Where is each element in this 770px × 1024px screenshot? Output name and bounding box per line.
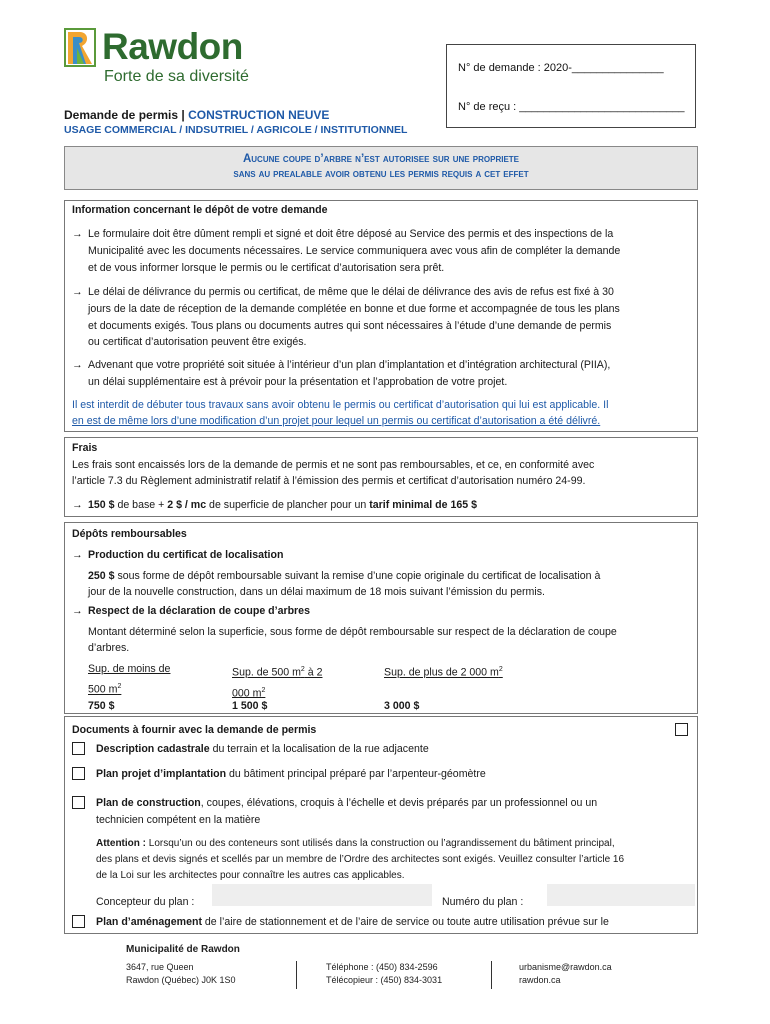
implantation-plan-checkbox[interactable] <box>72 767 85 780</box>
banner-line-1: Aucune coupe d’arbre n’est autorisee sur une propriete <box>242 153 520 165</box>
logo-wordmark: Rawdon <box>102 26 243 67</box>
info-bullet-1: → Le formulaire doit être dûment rempli et signé et doit être déposé au Service des permis et des inspections de la <box>72 228 614 240</box>
doc-item-construction: Plan de construction, coupes, élévations, croquis à l’échelle et devis préparés par un professionnel ou un <box>96 797 598 809</box>
designer-input[interactable] <box>212 884 432 906</box>
footer-divider-2 <box>491 961 492 989</box>
form-title <box>64 108 329 122</box>
work-prohibition-warning-line-2: en est de même lors d’une modification d’un projet pour lequel un permis ou certificat d’autorisation a été délivré. <box>72 415 601 427</box>
footer-website-link[interactable]: rawdon.ca <box>519 975 561 985</box>
plan-number-label: Numéro du plan : <box>442 896 524 908</box>
fees-heading: Frais <box>72 442 98 454</box>
attention-note-line-2: des plans et devis signés et scellés par un membre de l’Ordre des architectes sont exigés. Veuillez consulter l’article 16 <box>96 854 625 865</box>
usage-subtitle: USAGE COMMERCIAL / INDSUTRIEL / AGRICOLE / INSTITUTIONNEL <box>64 124 408 136</box>
documents-all-checkbox[interactable] <box>675 723 688 736</box>
info-bullet-3: → Advenant que votre propriété soit située à l’intérieur d’un plan d’implantation et d’intégration architectural (PIIA), <box>72 359 611 371</box>
rawdon-logo-icon <box>64 28 98 68</box>
deposit-item-2-text-2: d’arbres. <box>88 642 130 654</box>
plan-number-input[interactable] <box>547 884 695 906</box>
doc-item-cadastral: Description cadastrale du terrain et la localisation de la rue adjacente <box>96 743 429 755</box>
banner-line-2: sans au prealable avoir obtenu les permis requis a cet effet <box>233 168 529 180</box>
footer-email-link[interactable]: urbanisme@rawdon.ca <box>519 962 612 972</box>
doc-item-construction-line-2: technicien compétent en la matière <box>96 814 261 826</box>
title-prefix: Demande de permis | <box>64 108 189 122</box>
deposit-tier-3-label: Sup. de plus de 2 000 $m^2$ <box>384 666 503 679</box>
logo-tagline: Forte de sa diversité <box>104 68 249 85</box>
deposit-item-2-text: Montant déterminé selon la superficie, sous forme de dépôt remboursable sur respect de la déclaration de coupe <box>88 626 617 638</box>
footer-address-line-1: 3647, rue Queen <box>126 962 194 972</box>
fees-rate: → 150 $ de base + 2 $ / mc de superficie de plancher pour un tarif minimal de 165 $ <box>72 499 477 511</box>
deposit-item-2-title: → Respect de la déclaration de coupe d’arbres <box>72 605 310 617</box>
deposit-tier-1-label: Sup. de moins de 500 $m^2$ <box>88 663 171 696</box>
info-heading: Information concernant le dépôt de votre demande <box>72 204 328 216</box>
deposit-tier-1-amount: 750 $ <box>88 700 115 712</box>
work-prohibition-warning: Il est interdit de débuter tous travaux sans avoir obtenu le permis ou certificat d’autorisation qui lui est applicable. Il <box>72 399 609 411</box>
attention-note-line-3: de la Loi sur les architectes pour connaître les autres cas applicables. <box>96 870 405 881</box>
deposit-tier-3-amount: 3 000 $ <box>384 700 420 712</box>
tree-cutting-warning-banner <box>64 146 698 190</box>
deposit-tier-2-label: Sup. de 500 $m^2$ à 2 000 $m^2$ <box>232 666 323 700</box>
doc-item-implantation: Plan projet d’implantation du bâtiment principal préparé par l’arpenteur-géomètre <box>96 768 486 780</box>
footer-org-name: Municipalité de Rawdon <box>126 944 240 955</box>
designer-label: Concepteur du plan : <box>96 896 195 908</box>
doc-item-landscaping: Plan d’aménagement de l’aire de stationnement et de l’aire de service ou toute autre utilisation prévue sur le <box>96 916 609 928</box>
info-bullet-3-line-2: un délai supplémentaire est à prévoir pour la présentation et l’approbation de votre projet. <box>88 376 508 388</box>
footer-divider-1 <box>296 961 297 989</box>
deposit-item-1-text: 250 $ sous forme de dépôt remboursable suivant la remise d’une copie originale du certificat de localisation à <box>88 570 601 582</box>
cadastral-description-checkbox[interactable] <box>72 742 85 755</box>
fees-text-line-1: Les frais sont encaissés lors de la demande de permis et ne sont pas remboursables, et ce, en conformité avec <box>72 459 595 471</box>
footer-phone: Téléphone : (450) 834-2596 <box>326 962 438 972</box>
request-number-field[interactable]: N° de demande : 2020-_______________ <box>458 62 664 74</box>
construction-plan-checkbox[interactable] <box>72 796 85 809</box>
info-bullet-1-line-3: et de vous informer lorsque le permis ou le certificat d’autorisation sera prêt. <box>88 262 445 274</box>
info-bullet-2-line-4: ou certificat d’autorisation peuvent être exigés. <box>88 336 307 348</box>
documents-heading: Documents à fournir avec la demande de permis <box>72 724 317 736</box>
deposit-tier-2-amount: 1 500 $ <box>232 700 268 712</box>
request-number-box <box>446 44 696 128</box>
receipt-number-field[interactable]: N° de reçu : ___________________________ <box>458 101 685 113</box>
footer-address-line-2: Rawdon (Québec) J0K 1S0 <box>126 975 236 985</box>
fees-text-line-2: l’article 7.3 du Règlement administratif relatif à l’émission des permis et certificat d’autorisation numéro 24-99. <box>72 475 586 487</box>
landscaping-plan-checkbox[interactable] <box>72 915 85 928</box>
deposit-item-1-title: → Production du certificat de localisation <box>72 549 284 561</box>
info-bullet-1-line-2: Municipalité avec les documents nécessaires. Le service communiquera avec vous afin de compléter la demande <box>88 245 621 257</box>
info-bullet-2: → Le délai de délivrance du permis ou certificat, de même que le délai de délivrance des avis de refus est fixé à 30 <box>72 286 614 298</box>
deposits-heading: Dépôts remboursables <box>72 528 187 540</box>
deposit-item-1-text-2: jour de la nouvelle construction, dans un délai maximum de 18 mois suivant l’émission du permis. <box>88 586 545 598</box>
info-bullet-2-line-2: jours de la date de réception de la demande complétée en bonne et due forme et accompagnée de tous les plans <box>88 303 620 315</box>
footer-fax: Télécopieur : (450) 834-3031 <box>326 975 443 985</box>
attention-note: Attention : Lorsqu’un ou des conteneurs sont utilisés dans la construction ou l’agrandissement du bâtiment principal, <box>96 838 615 849</box>
title-main: CONSTRUCTION NEUVE <box>188 108 330 122</box>
info-bullet-2-line-3: et documents exigés. Tous plans ou documents autres qui sont nécessaires à l’étude d’une demande de permis <box>88 320 612 332</box>
